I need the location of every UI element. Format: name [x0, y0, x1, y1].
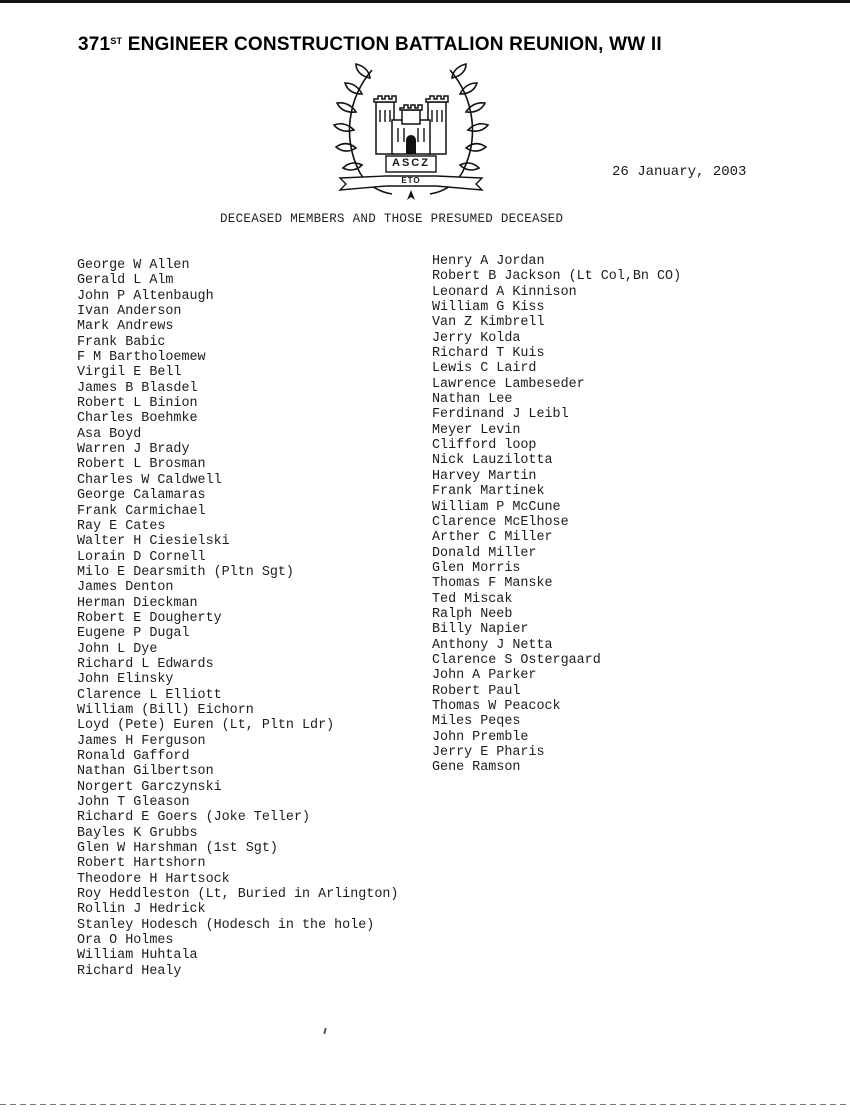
name-entry: Frank Carmichael [77, 503, 206, 519]
name-entry: Donald Miller [432, 545, 537, 561]
name-entry: Nathan Lee [432, 392, 513, 408]
name-entry: Glen Morris [432, 560, 521, 576]
name-entry: George Calamaras [77, 488, 206, 504]
title-number: 371 [78, 34, 111, 55]
name-entry: Clarence L Elliott [77, 687, 222, 703]
document-date: 26 January, 2003 [612, 164, 747, 180]
name-entry: Lewis C Laird [432, 361, 537, 377]
name-entry: James H Ferguson [77, 733, 206, 749]
page-title [78, 34, 778, 56]
name-entry: Clarence S Ostergaard [432, 652, 601, 668]
name-entry: Gene Ramson [432, 760, 521, 776]
name-entry: Robert B Jackson (Lt Col,Bn CO) [432, 269, 682, 285]
name-entry: Rollin J Hedrick [77, 902, 206, 918]
name-entry: John P Altenbaugh [77, 288, 214, 304]
name-entry: Bayles K Grubbs [77, 825, 198, 841]
emblem-banner: ETO [401, 176, 421, 185]
title-text: ENGINEER CONSTRUCTION BATTALION REUNION, WW II [122, 34, 662, 55]
name-entry: Robert L Brosman [77, 457, 206, 473]
name-entry: Jerry Kolda [432, 330, 521, 346]
name-entry: Norgert Garczynski [77, 779, 222, 795]
name-entry: Gerald L Alm [77, 273, 174, 289]
name-entry: Meyer Levin [432, 422, 521, 438]
name-entry: William G Kiss [432, 300, 545, 316]
name-entry: Milo E Dearsmith (Pltn Sgt) [77, 564, 294, 580]
name-entry: Clifford loop [432, 438, 537, 454]
name-entry: Robert E Dougherty [77, 610, 222, 626]
name-entry: John T Gleason [77, 795, 190, 811]
name-entry: Jerry E Pharis [432, 745, 545, 760]
name-entry: William P McCune [432, 499, 561, 515]
name-entry: Roy Heddleston (Lt, Buried in Arlington) [77, 887, 399, 903]
emblem-label: ASCZ [392, 157, 430, 169]
name-entry: Thomas W Peacock [432, 698, 561, 714]
right-name-column [432, 254, 681, 776]
name-entry: Ferdinand J Leibl [432, 407, 569, 423]
name-entry: Charles Boehmke [77, 411, 198, 427]
name-entry: George W Allen [77, 258, 190, 273]
name-entry: Robert L Binion [77, 396, 198, 412]
name-entry: Robert Hartshorn [77, 856, 206, 872]
name-entry: Walter H Ciesielski [77, 534, 230, 550]
name-entry: Richard L Edwards [77, 656, 214, 672]
name-entry: Mark Andrews [77, 319, 174, 335]
name-entry: John A Parker [432, 668, 537, 684]
name-entry: James B Blasdel [77, 380, 198, 396]
top-border [0, 0, 850, 3]
name-entry: Frank Babic [77, 334, 166, 350]
name-entry: F M Bartholoemew [77, 350, 206, 366]
name-entry: Richard Healy [77, 963, 182, 979]
name-entry: Leonard A Kinnison [432, 284, 577, 300]
name-entry: Ted Miscak [432, 591, 513, 607]
name-entry: Arther C Miller [432, 530, 553, 546]
name-entry: Ronald Gafford [77, 749, 190, 764]
name-entry: Ralph Neeb [432, 606, 513, 622]
name-entry: John Elinsky [77, 672, 174, 688]
name-entry: Frank Martinek [432, 484, 545, 500]
name-entry: Lorain D Cornell [77, 549, 206, 565]
page-speck [323, 1028, 326, 1034]
name-entry: Eugene P Dugal [77, 626, 190, 642]
name-entry: Harvey Martin [432, 468, 537, 484]
left-name-column [77, 258, 398, 979]
name-entry: Asa Boyd [77, 426, 142, 442]
name-entry: Stanley Hodesch (Hodesch in the hole) [77, 917, 375, 933]
name-entry: Virgil E Bell [77, 365, 182, 381]
title-suffix: ST [110, 36, 123, 46]
name-entry: Glen W Harshman (1st Sgt) [77, 841, 278, 857]
name-entry: William Huhtala [77, 948, 198, 964]
name-entry: Richard T Kuis [432, 346, 545, 362]
bottom-border [0, 1104, 850, 1105]
name-entry: Charles W Caldwell [77, 472, 222, 488]
name-entry: John Premble [432, 729, 529, 745]
name-entry: Ora O Holmes [77, 933, 174, 949]
name-entry: Clarence McElhose [432, 514, 569, 530]
name-entry: James Denton [77, 580, 174, 596]
name-entry: Robert Paul [432, 683, 521, 699]
name-entry: William (Bill) Eichorn [77, 702, 254, 718]
name-entry: Anthony J Netta [432, 637, 553, 653]
name-entry: Richard E Goers (Joke Teller) [77, 810, 311, 826]
name-entry: Lawrence Lambeseder [432, 376, 585, 392]
name-entry: Thomas F Manske [432, 576, 553, 592]
name-entry: Van Z Kimbrell [432, 315, 545, 331]
name-entry: Nathan Gilbertson [77, 764, 214, 780]
name-entry: Warren J Brady [77, 442, 190, 458]
name-entry: Theodore H Hartsock [77, 871, 230, 887]
name-entry: Ivan Anderson [77, 304, 182, 320]
name-entry: Herman Dieckman [77, 595, 198, 611]
name-entry: Nick Lauzilotta [432, 453, 553, 469]
name-entry: Miles Peqes [432, 714, 521, 730]
name-entry: Loyd (Pete) Euren (Lt, Pltn Ldr) [77, 718, 335, 734]
name-entry: Ray E Cates [77, 518, 166, 534]
name-entry: Billy Napier [432, 622, 529, 638]
name-entry: Henry A Jordan [432, 254, 545, 269]
castle-emblem-icon [330, 58, 492, 210]
name-entry: John L Dye [77, 641, 158, 657]
list-subtitle: DECEASED MEMBERS AND THOSE PRESUMED DECEASED [220, 212, 564, 226]
